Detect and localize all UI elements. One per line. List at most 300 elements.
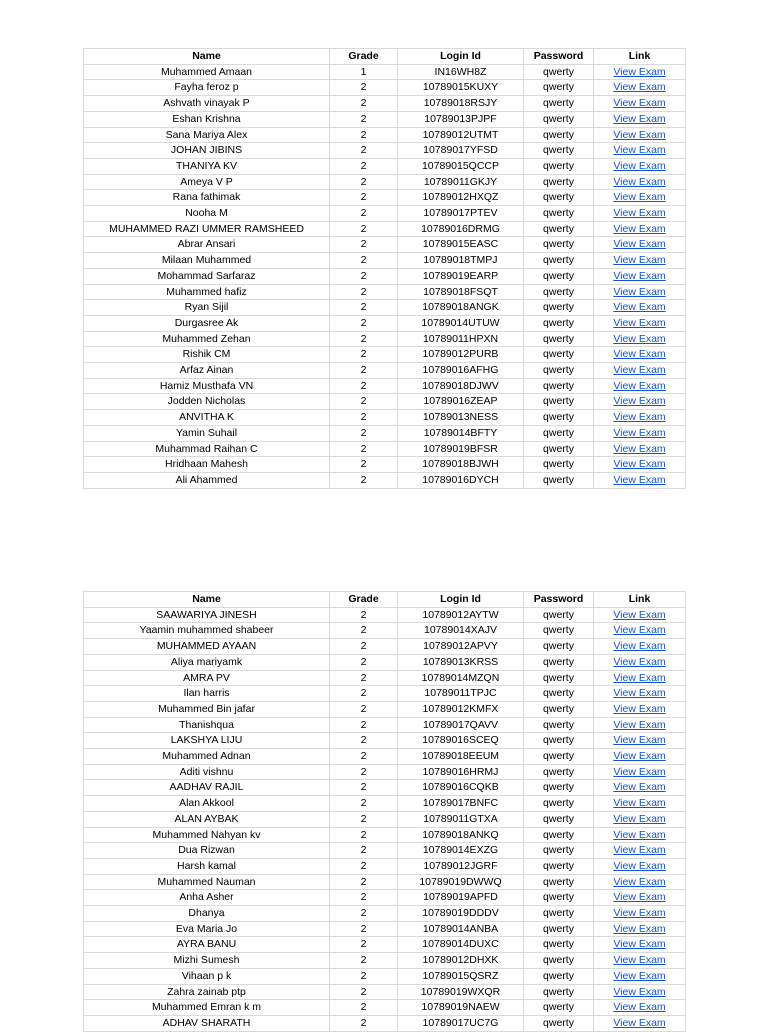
login-id-cell: 10789012KMFX	[398, 701, 524, 717]
password-cell: qwerty	[524, 425, 594, 441]
password-cell: qwerty	[524, 253, 594, 269]
grade-cell: 2	[330, 780, 398, 796]
view-exam-link[interactable]: View Exam	[613, 702, 666, 715]
name-cell: Sana Mariya Alex	[84, 127, 330, 143]
link-cell	[594, 190, 686, 206]
grade-cell: 2	[330, 253, 398, 269]
header-row	[84, 49, 686, 65]
table-row	[84, 80, 686, 96]
view-exam-link[interactable]: View Exam	[613, 112, 666, 125]
name-cell: AADHAV RAJIL	[84, 780, 330, 796]
login-id-cell: 10789016AFHG	[398, 363, 524, 379]
table-row	[84, 111, 686, 127]
name-cell: Yamin Suhail	[84, 425, 330, 441]
password-cell: qwerty	[524, 300, 594, 316]
grade-cell: 2	[330, 858, 398, 874]
view-exam-link[interactable]: View Exam	[613, 301, 666, 314]
grade-cell: 2	[330, 717, 398, 733]
table-row	[84, 827, 686, 843]
table-row	[84, 64, 686, 80]
grade-cell: 2	[330, 347, 398, 363]
link-cell	[594, 890, 686, 906]
view-exam-link[interactable]: View Exam	[613, 797, 666, 810]
link-cell	[594, 425, 686, 441]
column-header-name: Name	[84, 49, 330, 65]
name-cell: Aliya mariyamk	[84, 654, 330, 670]
table-row	[84, 378, 686, 394]
password-cell: qwerty	[524, 1000, 594, 1016]
login-id-cell: 10789011HPXN	[398, 331, 524, 347]
grade-cell: 2	[330, 764, 398, 780]
grade-cell: 2	[330, 190, 398, 206]
link-cell	[594, 237, 686, 253]
view-exam-link[interactable]: View Exam	[613, 175, 666, 188]
password-cell: qwerty	[524, 96, 594, 112]
name-cell: Jodden Nicholas	[84, 394, 330, 410]
view-exam-link[interactable]: View Exam	[613, 907, 666, 920]
table-row	[84, 315, 686, 331]
grade-cell: 2	[330, 623, 398, 639]
name-cell: AYRA BANU	[84, 937, 330, 953]
login-id-cell: 10789019NAEW	[398, 1000, 524, 1016]
table-row	[84, 221, 686, 237]
link-cell	[594, 378, 686, 394]
link-cell	[594, 1015, 686, 1031]
link-cell	[594, 111, 686, 127]
table-row	[84, 284, 686, 300]
grade-cell: 2	[330, 315, 398, 331]
password-cell: qwerty	[524, 394, 594, 410]
link-cell	[594, 654, 686, 670]
column-header-login-id: Login Id	[398, 49, 524, 65]
password-cell: qwerty	[524, 858, 594, 874]
grade-cell: 2	[330, 843, 398, 859]
column-header-link: Link	[594, 49, 686, 65]
view-exam-link[interactable]: View Exam	[613, 1016, 666, 1029]
login-id-cell: 10789014UTUW	[398, 315, 524, 331]
view-exam-link[interactable]: View Exam	[613, 985, 666, 998]
column-header-grade: Grade	[330, 592, 398, 608]
login-id-cell: 10789019APFD	[398, 890, 524, 906]
table-row	[84, 472, 686, 488]
grade-cell: 2	[330, 733, 398, 749]
password-cell: qwerty	[524, 874, 594, 890]
grade-cell: 2	[330, 410, 398, 426]
login-id-cell: 10789013KRSS	[398, 654, 524, 670]
password-cell: qwerty	[524, 670, 594, 686]
table-row	[84, 937, 686, 953]
name-cell: Arfaz Ainan	[84, 363, 330, 379]
grade-cell: 2	[330, 874, 398, 890]
table-row	[84, 1015, 686, 1031]
link-cell	[594, 96, 686, 112]
table-row	[84, 780, 686, 796]
name-cell: Muhammad Raihan C	[84, 441, 330, 457]
view-exam-link[interactable]: View Exam	[613, 81, 666, 94]
password-cell: qwerty	[524, 984, 594, 1000]
grade-cell: 2	[330, 984, 398, 1000]
header-row	[84, 592, 686, 608]
view-exam-link[interactable]: View Exam	[613, 442, 666, 455]
grade-cell: 2	[330, 654, 398, 670]
table-row	[84, 906, 686, 922]
view-exam-link[interactable]: View Exam	[613, 144, 666, 157]
table-row	[84, 237, 686, 253]
name-cell: Muhammed Nauman	[84, 874, 330, 890]
link-cell	[594, 623, 686, 639]
table-row	[84, 410, 686, 426]
table-row	[84, 858, 686, 874]
link-cell	[594, 347, 686, 363]
link-cell	[594, 127, 686, 143]
link-cell	[594, 457, 686, 473]
grade-cell: 2	[330, 1015, 398, 1031]
link-cell	[594, 607, 686, 623]
login-id-cell: 10789014DUXC	[398, 937, 524, 953]
grade-cell: 2	[330, 284, 398, 300]
grade-cell: 2	[330, 378, 398, 394]
view-exam-link[interactable]: View Exam	[613, 624, 666, 637]
name-cell: Anha Asher	[84, 890, 330, 906]
login-id-cell: 10789018RSJY	[398, 96, 524, 112]
view-exam-link[interactable]: View Exam	[613, 285, 666, 298]
name-cell: Fayha feroz p	[84, 80, 330, 96]
view-exam-link[interactable]: View Exam	[613, 765, 666, 778]
grade-cell: 2	[330, 158, 398, 174]
grade-cell: 2	[330, 206, 398, 222]
name-cell: Mizhi Sumesh	[84, 953, 330, 969]
login-id-cell: 10789014XAJV	[398, 623, 524, 639]
view-exam-link[interactable]: View Exam	[613, 159, 666, 172]
view-exam-link[interactable]: View Exam	[613, 969, 666, 982]
name-cell: MUHAMMED AYAAN	[84, 639, 330, 655]
password-cell: qwerty	[524, 827, 594, 843]
view-exam-link[interactable]: View Exam	[613, 97, 666, 110]
table-row	[84, 441, 686, 457]
login-id-cell: 10789014MZQN	[398, 670, 524, 686]
password-cell: qwerty	[524, 780, 594, 796]
column-header-login-id: Login Id	[398, 592, 524, 608]
table-row	[84, 984, 686, 1000]
link-cell	[594, 268, 686, 284]
link-cell	[594, 80, 686, 96]
grade-cell: 2	[330, 300, 398, 316]
grade-cell: 2	[330, 472, 398, 488]
login-id-cell: 10789011GKJY	[398, 174, 524, 190]
password-cell: qwerty	[524, 331, 594, 347]
grade-cell: 2	[330, 363, 398, 379]
login-id-cell: 10789012HXQZ	[398, 190, 524, 206]
link-cell	[594, 363, 686, 379]
name-cell: Muhammed Amaan	[84, 64, 330, 80]
password-cell: qwerty	[524, 143, 594, 159]
login-id-cell: 10789012UTMT	[398, 127, 524, 143]
table-row	[84, 639, 686, 655]
link-cell	[594, 984, 686, 1000]
password-cell: qwerty	[524, 457, 594, 473]
password-cell: qwerty	[524, 363, 594, 379]
view-exam-link[interactable]: View Exam	[613, 938, 666, 951]
password-cell: qwerty	[524, 701, 594, 717]
password-cell: qwerty	[524, 378, 594, 394]
view-exam-link[interactable]: View Exam	[613, 1001, 666, 1014]
grade-cell: 2	[330, 457, 398, 473]
column-header-password: Password	[524, 592, 594, 608]
login-id-cell: 10789019DWWQ	[398, 874, 524, 890]
login-id-cell: 10789018FSQT	[398, 284, 524, 300]
login-id-cell: 10789013NESS	[398, 410, 524, 426]
students-table-1	[83, 48, 686, 489]
link-cell	[594, 968, 686, 984]
view-exam-link[interactable]: View Exam	[613, 269, 666, 282]
view-exam-link[interactable]: View Exam	[613, 411, 666, 424]
login-id-cell: 10789017BNFC	[398, 796, 524, 812]
grade-cell: 2	[330, 127, 398, 143]
view-exam-link[interactable]: View Exam	[613, 65, 666, 78]
link-cell	[594, 827, 686, 843]
password-cell: qwerty	[524, 654, 594, 670]
table-row	[84, 1000, 686, 1016]
link-cell	[594, 937, 686, 953]
table-row	[84, 811, 686, 827]
link-cell	[594, 158, 686, 174]
view-exam-link[interactable]: View Exam	[613, 812, 666, 825]
link-cell	[594, 811, 686, 827]
grade-cell: 2	[330, 221, 398, 237]
name-cell: AMRA PV	[84, 670, 330, 686]
view-exam-link[interactable]: View Exam	[613, 734, 666, 747]
password-cell: qwerty	[524, 80, 594, 96]
view-exam-link[interactable]: View Exam	[613, 750, 666, 763]
name-cell: Rana fathimak	[84, 190, 330, 206]
link-cell	[594, 686, 686, 702]
name-cell: Rishik CM	[84, 347, 330, 363]
grade-cell: 1	[330, 64, 398, 80]
table-row	[84, 96, 686, 112]
grade-cell: 2	[330, 796, 398, 812]
password-cell: qwerty	[524, 733, 594, 749]
name-cell: ADHAV SHARATH	[84, 1015, 330, 1031]
link-cell	[594, 953, 686, 969]
grade-cell: 2	[330, 1000, 398, 1016]
view-exam-link[interactable]: View Exam	[613, 316, 666, 329]
table-row	[84, 607, 686, 623]
login-id-cell: 10789014ANBA	[398, 921, 524, 937]
table-row	[84, 733, 686, 749]
name-cell: MUHAMMED RAZI UMMER RAMSHEED	[84, 221, 330, 237]
grade-cell: 2	[330, 890, 398, 906]
login-id-cell: 10789018ANKQ	[398, 827, 524, 843]
name-cell: Hamiz Musthafa VN	[84, 378, 330, 394]
table-row	[84, 717, 686, 733]
link-cell	[594, 780, 686, 796]
table-row	[84, 425, 686, 441]
grade-cell: 2	[330, 143, 398, 159]
password-cell: qwerty	[524, 237, 594, 253]
name-cell: Zahra zainab ptp	[84, 984, 330, 1000]
column-header-name: Name	[84, 592, 330, 608]
link-cell	[594, 221, 686, 237]
table-row	[84, 953, 686, 969]
login-id-cell: 10789014EXZG	[398, 843, 524, 859]
table-body	[84, 64, 686, 488]
name-cell: Nooha M	[84, 206, 330, 222]
name-cell: Yaamin muhammed shabeer	[84, 623, 330, 639]
password-cell: qwerty	[524, 607, 594, 623]
name-cell: Vihaan p k	[84, 968, 330, 984]
link-cell	[594, 874, 686, 890]
grade-cell: 2	[330, 686, 398, 702]
table-row	[84, 206, 686, 222]
password-cell: qwerty	[524, 796, 594, 812]
password-cell: qwerty	[524, 268, 594, 284]
name-cell: Muhammed Emran k m	[84, 1000, 330, 1016]
link-cell	[594, 174, 686, 190]
link-cell	[594, 733, 686, 749]
view-exam-link[interactable]: View Exam	[613, 458, 666, 471]
link-cell	[594, 315, 686, 331]
grade-cell: 2	[330, 111, 398, 127]
table-row	[84, 796, 686, 812]
view-exam-link[interactable]: View Exam	[613, 687, 666, 700]
login-id-cell: 10789019BFSR	[398, 441, 524, 457]
login-id-cell: 10789017QAVV	[398, 717, 524, 733]
grade-cell: 2	[330, 937, 398, 953]
view-exam-link[interactable]: View Exam	[613, 473, 666, 486]
table-row	[84, 843, 686, 859]
password-cell: qwerty	[524, 906, 594, 922]
name-cell: Muhammed Bin jafar	[84, 701, 330, 717]
view-exam-link[interactable]: View Exam	[613, 207, 666, 220]
name-cell: Ilan harris	[84, 686, 330, 702]
password-cell: qwerty	[524, 639, 594, 655]
view-exam-link[interactable]: View Exam	[613, 922, 666, 935]
login-id-cell: 10789018BJWH	[398, 457, 524, 473]
password-cell: qwerty	[524, 347, 594, 363]
table-row	[84, 921, 686, 937]
login-id-cell: 10789012JGRF	[398, 858, 524, 874]
table-row	[84, 686, 686, 702]
view-exam-link[interactable]: View Exam	[613, 718, 666, 731]
table-row	[84, 143, 686, 159]
view-exam-link[interactable]: View Exam	[613, 954, 666, 967]
view-exam-link[interactable]: View Exam	[613, 128, 666, 141]
table-row	[84, 268, 686, 284]
password-cell: qwerty	[524, 921, 594, 937]
grade-cell: 2	[330, 441, 398, 457]
view-exam-link[interactable]: View Exam	[613, 222, 666, 235]
view-exam-link[interactable]: View Exam	[613, 608, 666, 621]
password-cell: qwerty	[524, 127, 594, 143]
grade-cell: 2	[330, 268, 398, 284]
login-id-cell: 10789019WXQR	[398, 984, 524, 1000]
login-id-cell: 10789018DJWV	[398, 378, 524, 394]
name-cell: Muhammed hafiz	[84, 284, 330, 300]
view-exam-link[interactable]: View Exam	[613, 364, 666, 377]
view-exam-link[interactable]: View Exam	[613, 254, 666, 267]
table-row	[84, 968, 686, 984]
grade-cell: 2	[330, 331, 398, 347]
name-cell: ANVITHA K	[84, 410, 330, 426]
students-table-2	[83, 591, 686, 1032]
view-exam-link[interactable]: View Exam	[613, 379, 666, 392]
view-exam-link[interactable]: View Exam	[613, 671, 666, 684]
password-cell: qwerty	[524, 1015, 594, 1031]
view-exam-link[interactable]: View Exam	[613, 238, 666, 251]
login-id-cell: 10789013PJPF	[398, 111, 524, 127]
login-id-cell: 10789018TMPJ	[398, 253, 524, 269]
name-cell: Eshan Krishna	[84, 111, 330, 127]
password-cell: qwerty	[524, 717, 594, 733]
view-exam-link[interactable]: View Exam	[613, 828, 666, 841]
name-cell: Eva Maria Jo	[84, 921, 330, 937]
table-row	[84, 253, 686, 269]
name-cell: Dhanya	[84, 906, 330, 922]
name-cell: Ashvath vinayak P	[84, 96, 330, 112]
password-cell: qwerty	[524, 190, 594, 206]
login-id-cell: 10789015KUXY	[398, 80, 524, 96]
login-id-cell: 10789016CQKB	[398, 780, 524, 796]
login-id-cell: 10789017YFSD	[398, 143, 524, 159]
login-id-cell: 10789018ANGK	[398, 300, 524, 316]
login-id-cell: 10789011GTXA	[398, 811, 524, 827]
view-exam-link[interactable]: View Exam	[613, 859, 666, 872]
grade-cell: 2	[330, 639, 398, 655]
login-id-cell: 10789017PTEV	[398, 206, 524, 222]
link-cell	[594, 1000, 686, 1016]
password-cell: qwerty	[524, 111, 594, 127]
password-cell: qwerty	[524, 937, 594, 953]
link-cell	[594, 670, 686, 686]
view-exam-link[interactable]: View Exam	[613, 655, 666, 668]
grade-cell: 2	[330, 670, 398, 686]
name-cell: Milaan Muhammed	[84, 253, 330, 269]
grade-cell: 2	[330, 953, 398, 969]
column-header-grade: Grade	[330, 49, 398, 65]
login-id-cell: 10789018EEUM	[398, 749, 524, 765]
login-id-cell: 10789016HRMJ	[398, 764, 524, 780]
table-row	[84, 764, 686, 780]
table-row	[84, 174, 686, 190]
view-exam-link[interactable]: View Exam	[613, 891, 666, 904]
link-cell	[594, 858, 686, 874]
view-exam-link[interactable]: View Exam	[613, 348, 666, 361]
view-exam-link[interactable]: View Exam	[613, 332, 666, 345]
column-header-password: Password	[524, 49, 594, 65]
view-exam-link[interactable]: View Exam	[613, 844, 666, 857]
table-row	[84, 670, 686, 686]
view-exam-link[interactable]: View Exam	[613, 191, 666, 204]
view-exam-link[interactable]: View Exam	[613, 781, 666, 794]
link-cell	[594, 64, 686, 80]
login-id-cell: 10789012APVY	[398, 639, 524, 655]
table-row	[84, 654, 686, 670]
name-cell: Abrar Ansari	[84, 237, 330, 253]
name-cell: SAAWARIYA JINESH	[84, 607, 330, 623]
password-cell: qwerty	[524, 64, 594, 80]
view-exam-link[interactable]: View Exam	[613, 640, 666, 653]
table-row	[84, 158, 686, 174]
link-cell	[594, 143, 686, 159]
password-cell: qwerty	[524, 206, 594, 222]
password-cell: qwerty	[524, 890, 594, 906]
view-exam-link[interactable]: View Exam	[613, 875, 666, 888]
table-row	[84, 874, 686, 890]
view-exam-link[interactable]: View Exam	[613, 426, 666, 439]
login-id-cell: 10789014BFTY	[398, 425, 524, 441]
view-exam-link[interactable]: View Exam	[613, 395, 666, 408]
link-cell	[594, 300, 686, 316]
